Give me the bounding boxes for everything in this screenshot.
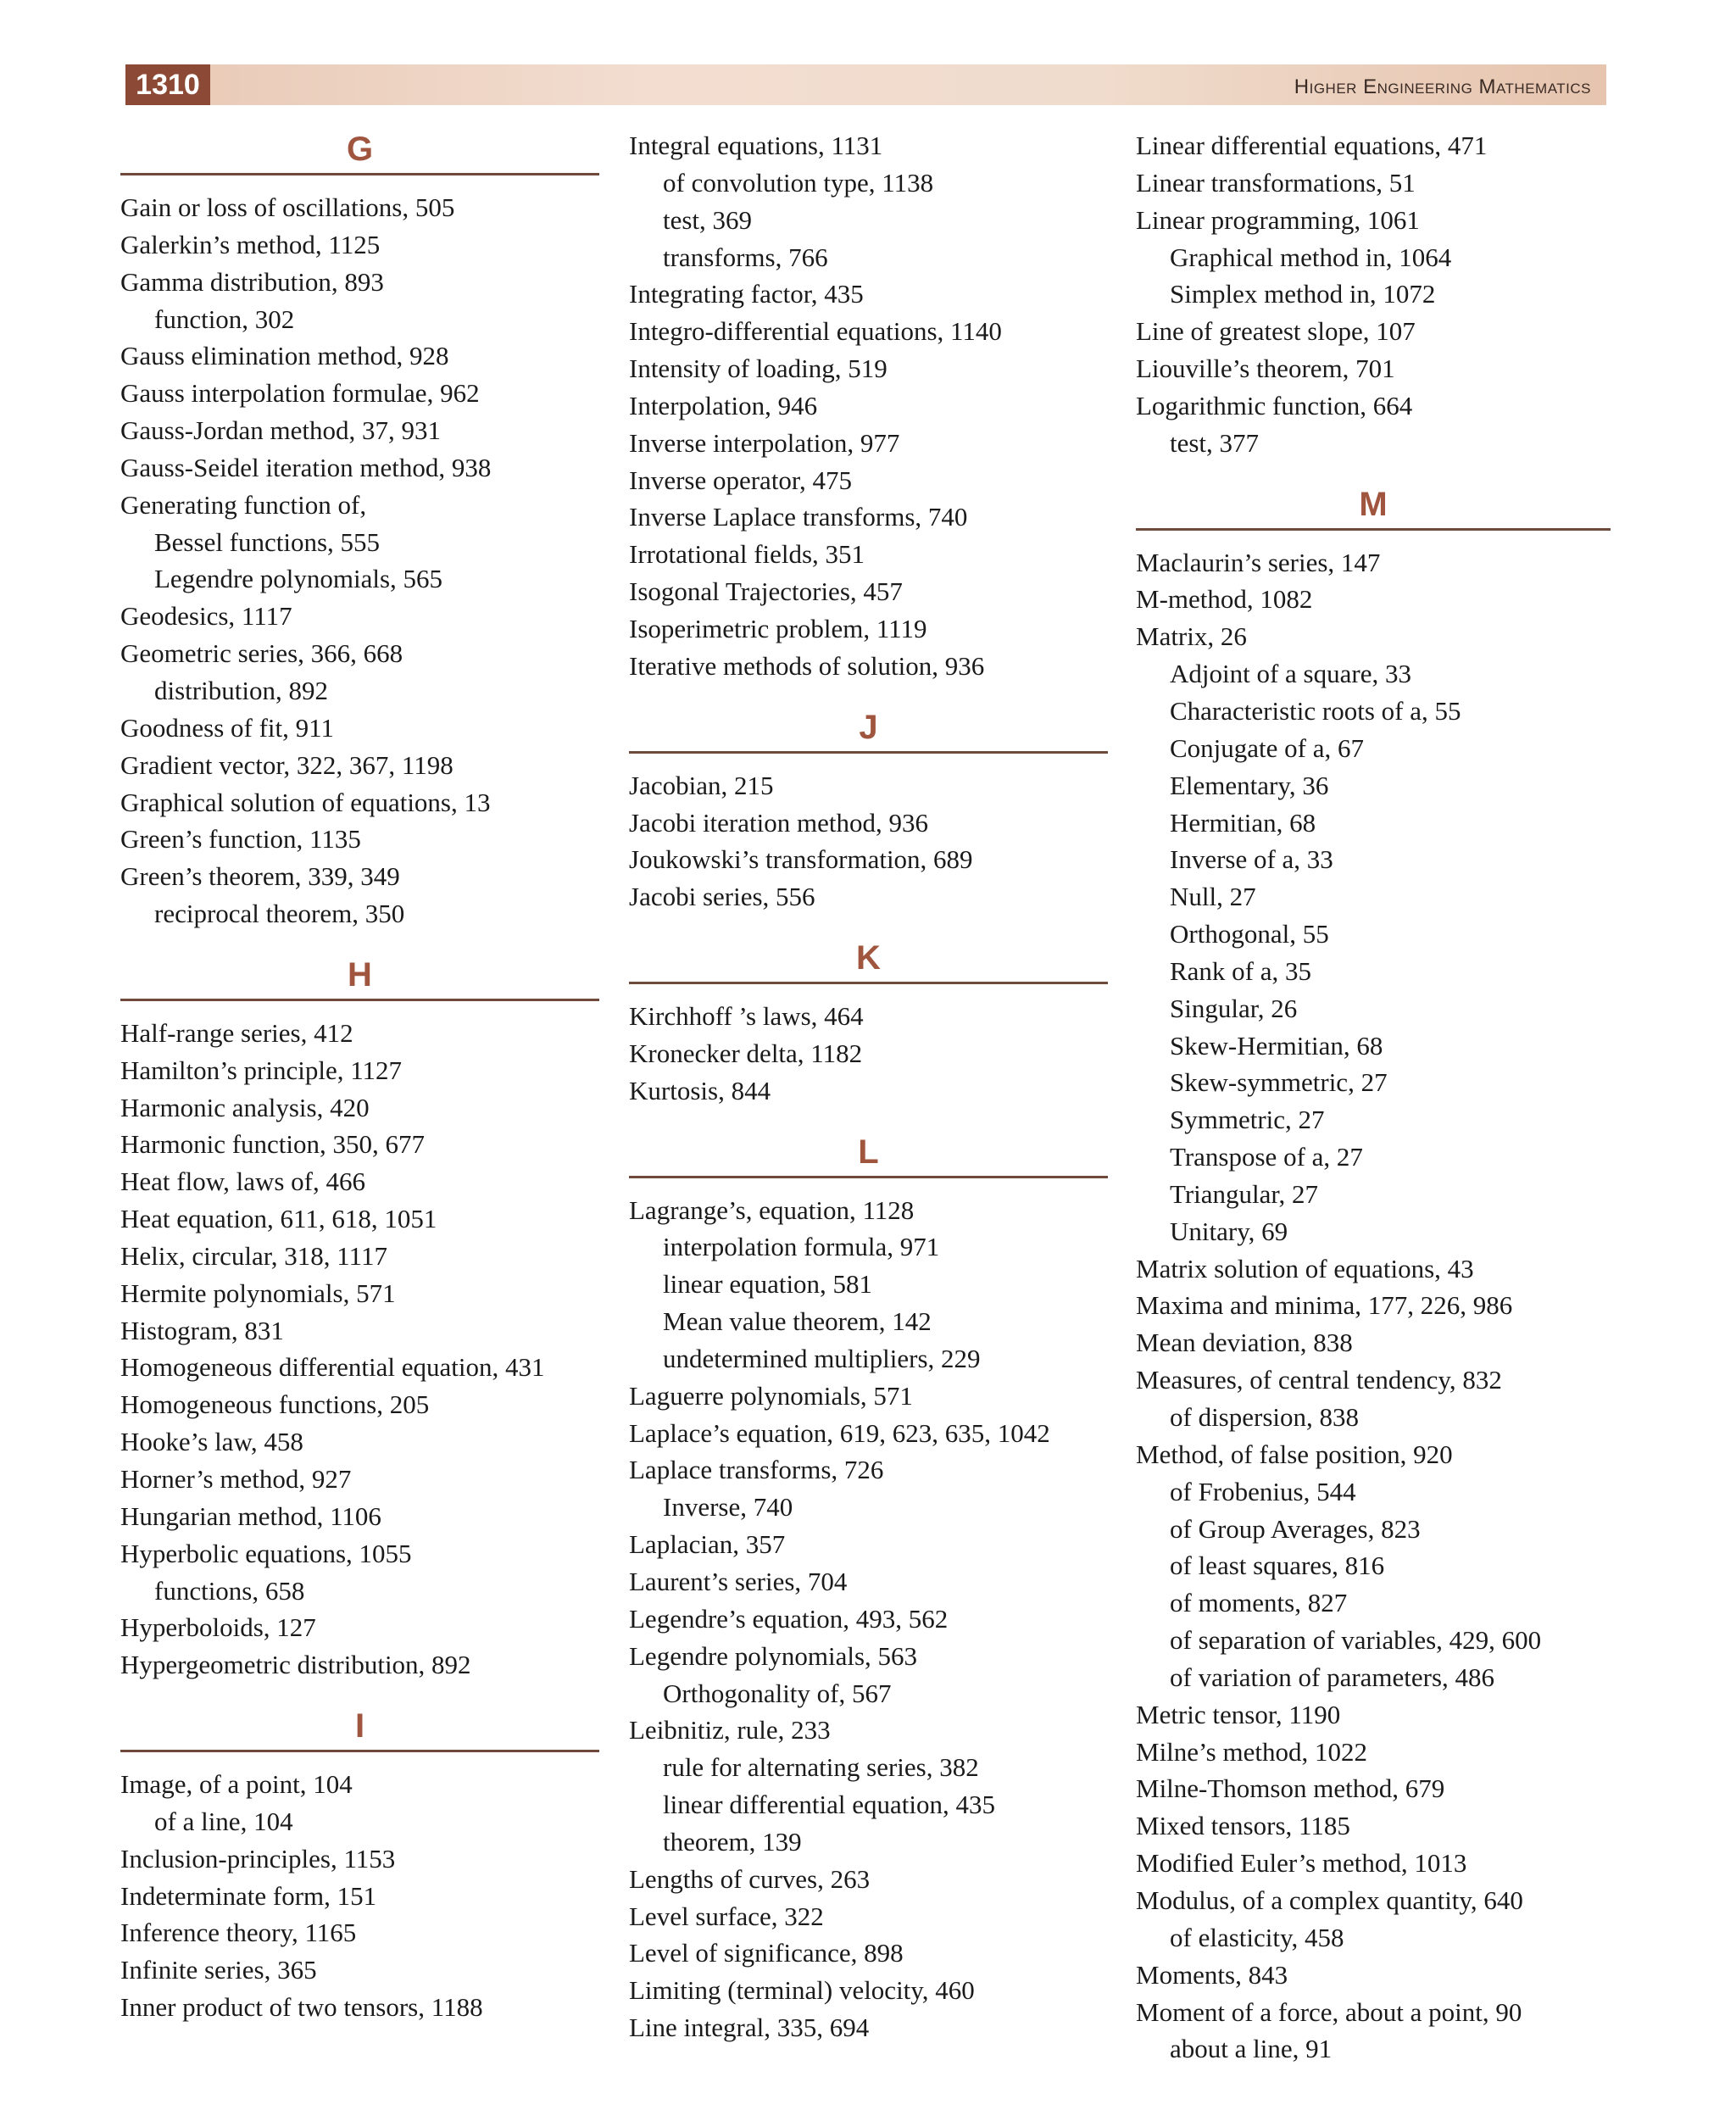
index-subentry: test, 377	[1170, 427, 1260, 458]
index-entry-list	[1136, 544, 1611, 2068]
index-subentry: Hermitian, 68	[1170, 807, 1316, 838]
index-entry: Laguerre polynomials, 571	[629, 1380, 913, 1411]
index-entry: Modified Euler’s method, 1013	[1136, 1848, 1467, 1879]
index-entry: Line of greatest slope, 107	[1136, 316, 1416, 347]
index-entry: Isoperimetric problem, 1119	[629, 613, 927, 643]
index-entry: Gauss-Seidel iteration method, 938	[120, 452, 492, 482]
index-subentry: Orthogonal, 55	[1170, 919, 1329, 949]
index-subentry: linear equation, 581	[663, 1269, 873, 1300]
index-section	[629, 916, 1108, 1110]
index-entry: Gamma distribution, 893	[120, 266, 384, 297]
index-entry: Maclaurin’s series, 147	[1136, 547, 1381, 577]
index-entry: Homogeneous differential equation, 431	[120, 1352, 545, 1383]
index-entry: Hyperboloids, 127	[120, 1612, 316, 1643]
index-entry: Graphical solution of equations, 13	[120, 787, 491, 817]
index-subentry: Transpose of a, 27	[1170, 1142, 1363, 1172]
index-entry: M-method, 1082	[1136, 584, 1313, 615]
index-entry: Logarithmic function, 664	[1136, 390, 1413, 420]
index-entry: Level surface, 322	[629, 1901, 824, 1931]
index-subentry: of a line, 104	[154, 1806, 293, 1836]
section-gap	[629, 916, 1108, 936]
index-entry: Laplace’s equation, 619, 623, 635, 1042	[629, 1417, 1050, 1448]
index-entry: Metric tensor, 1190	[1136, 1699, 1341, 1729]
index-entry: Hyperbolic equations, 1055	[120, 1538, 412, 1568]
index-section	[629, 685, 1108, 916]
page-number: 1310	[125, 64, 210, 105]
index-entry: Hungarian method, 1106	[120, 1500, 381, 1531]
index-subentry: Conjugate of a, 67	[1170, 732, 1365, 763]
index-entry: Lagrange’s, equation, 1128	[629, 1194, 915, 1225]
index-entry: Limiting (terminal) velocity, 460	[629, 1975, 975, 2006]
index-column-2	[629, 127, 1108, 2046]
index-entry: Maxima and minima, 177, 226, 986	[1136, 1290, 1513, 1321]
index-entry: Geometric series, 366, 668	[120, 638, 403, 669]
index-entry: Mean deviation, 838	[1136, 1328, 1353, 1358]
index-entry: Harmonic function, 350, 677	[120, 1129, 426, 1160]
index-entry: Inclusion-principles, 1153	[120, 1843, 396, 1873]
index-entry: Gradient vector, 322, 367, 1198	[120, 749, 453, 780]
index-subentry: Rank of a, 35	[1170, 955, 1312, 986]
index-entry: Goodness of fit, 911	[120, 712, 334, 743]
index-entry: Inverse operator, 475	[629, 465, 853, 495]
index-section	[629, 127, 1108, 685]
page-header	[125, 64, 1606, 105]
index-section	[120, 933, 599, 1684]
index-entry: Image, of a point, 104	[120, 1769, 353, 1800]
index-entry: Moments, 843	[1136, 1959, 1288, 1990]
index-subentry: of dispersion, 838	[1170, 1402, 1360, 1432]
index-subentry: of Group Averages, 823	[1170, 1513, 1421, 1544]
index-entry: Matrix, 26	[1136, 621, 1247, 652]
index-entry: Linear transformations, 51	[1136, 167, 1416, 198]
section-divider	[120, 173, 599, 175]
section-letter-heading: K	[856, 939, 881, 977]
index-entry: Heat equation, 611, 618, 1051	[120, 1204, 437, 1234]
index-entry: Kirchhoff ’s laws, 464	[629, 1001, 864, 1032]
section-letter-heading: H	[348, 955, 372, 994]
index-entry: Half-range series, 412	[120, 1017, 353, 1048]
index-entry: Laurent’s series, 704	[629, 1567, 848, 1596]
index-entry: Inverse interpolation, 977	[629, 427, 900, 458]
section-letter-heading: I	[354, 1707, 365, 1745]
index-subentry: rule for alternating series, 382	[663, 1752, 979, 1783]
index-subentry: of convolution type, 1138	[663, 167, 934, 198]
index-subentry: distribution, 892	[154, 675, 328, 705]
index-entry-list	[629, 1192, 1108, 2046]
index-entry-list	[629, 998, 1108, 1110]
index-entry: Line integral, 335, 694	[629, 2013, 870, 2043]
index-subentry: interpolation formula, 971	[663, 1232, 940, 1262]
index-subentry: Inverse, 740	[663, 1492, 793, 1523]
index-entry: Jacobian, 215	[629, 770, 774, 800]
index-subentry: test, 369	[663, 204, 753, 235]
index-subentry: linear differential equation, 435	[663, 1790, 995, 1820]
section-letter-heading: L	[858, 1133, 879, 1171]
section-divider	[120, 999, 599, 1001]
index-subentry: Mean value theorem, 142	[663, 1306, 932, 1337]
index-subentry: Triangular, 27	[1170, 1178, 1318, 1209]
section-letter-heading: G	[346, 131, 374, 168]
index-subentry: Simplex method in, 1072	[1170, 279, 1436, 309]
index-subentry: Characteristic roots of a, 55	[1170, 695, 1461, 726]
section-gap	[120, 1684, 599, 1704]
index-entry: Hamilton’s principle, 1127	[120, 1055, 403, 1085]
index-entry: Mixed tensors, 1185	[1136, 1811, 1350, 1841]
index-entry: Modulus, of a complex quantity, 640	[1136, 1885, 1523, 1915]
index-entry: Integral equations, 1131	[629, 131, 883, 160]
index-entry: Level of significance, 898	[629, 1938, 904, 1968]
index-entry: Intensity of loading, 519	[629, 354, 887, 384]
book-title: Higher Engineering Mathematics	[1294, 75, 1591, 98]
index-entry-list	[1136, 127, 1611, 462]
index-subentry: Skew-symmetric, 27	[1170, 1067, 1388, 1098]
index-entry: Hermite polynomials, 571	[120, 1278, 396, 1308]
index-entry: Laplacian, 357	[629, 1529, 786, 1560]
index-entry-list	[120, 189, 599, 933]
index-entry: Irrotational fields, 351	[629, 539, 865, 570]
index-entry: Green’s theorem, 339, 349	[120, 861, 400, 892]
index-entry: Harmonic analysis, 420	[120, 1092, 370, 1122]
index-entry: Measures, of central tendency, 832	[1136, 1365, 1502, 1395]
index-subentry: Inverse of a, 33	[1170, 844, 1333, 875]
index-entry: Galerkin’s method, 1125	[120, 229, 381, 259]
index-entry: Gauss-Jordan method, 37, 931	[120, 415, 441, 446]
index-entry: Liouville’s theorem, 701	[1136, 354, 1395, 384]
index-entry: Inference theory, 1165	[120, 1918, 357, 1948]
index-entry: Green’s function, 1135	[120, 824, 361, 855]
index-entry: Legendre polynomials, 563	[629, 1640, 918, 1671]
index-subentry: Singular, 26	[1170, 993, 1298, 1023]
index-section	[120, 1684, 599, 2026]
index-entry: Inverse Laplace transforms, 740	[629, 502, 968, 532]
index-entry-list	[629, 767, 1108, 916]
index-subentry: Symmetric, 27	[1170, 1105, 1325, 1135]
index-entry-list	[120, 1766, 599, 2026]
index-subentry: Skew-Hermitian, 68	[1170, 1030, 1383, 1061]
index-entry: Interpolation, 946	[629, 390, 818, 420]
index-entry: Milne’s method, 1022	[1136, 1736, 1367, 1767]
index-subentry: undetermined multipliers, 229	[663, 1343, 981, 1373]
index-section	[629, 1110, 1108, 2046]
index-subentry: Null, 27	[1170, 882, 1256, 912]
index-subentry: transforms, 766	[663, 242, 828, 272]
section-divider	[629, 751, 1108, 754]
index-subentry: Unitary, 69	[1170, 1216, 1288, 1246]
index-entry: Legendre’s equation, 493, 562	[629, 1603, 949, 1634]
index-subentry: Bessel functions, 555	[154, 526, 381, 557]
section-divider	[629, 982, 1108, 984]
index-subentry: Elementary, 36	[1170, 770, 1329, 800]
index-entry: Integrating factor, 435	[629, 279, 864, 309]
index-subentry: of moments, 827	[1170, 1588, 1348, 1618]
index-subentry: functions, 658	[154, 1575, 305, 1606]
section-gap	[629, 685, 1108, 705]
section-divider	[1136, 528, 1611, 531]
index-entry: Linear programming, 1061	[1136, 204, 1420, 235]
index-subentry: of Frobenius, 544	[1170, 1476, 1356, 1506]
section-letter-heading: M	[1359, 485, 1388, 523]
index-entry: Gauss elimination method, 928	[120, 341, 449, 371]
index-subentry: about a line, 91	[1170, 2034, 1333, 2064]
index-section	[120, 127, 599, 933]
index-entry: Heat flow, laws of, 466	[120, 1166, 365, 1197]
section-divider	[120, 1750, 599, 1752]
index-entry: Kronecker delta, 1182	[629, 1038, 863, 1068]
index-subentry: theorem, 139	[663, 1826, 802, 1857]
index-entry: Gauss interpolation formulae, 962	[120, 378, 480, 409]
index-entry: Milne-Thomson method, 679	[1136, 1773, 1445, 1804]
index-entry: Helix, circular, 318, 1117	[120, 1240, 387, 1271]
index-entry: Indeterminate form, 151	[120, 1880, 377, 1911]
index-subentry: Legendre polynomials, 565	[154, 564, 443, 594]
index-subentry: Adjoint of a square, 33	[1170, 659, 1411, 689]
index-entry: Leibnitiz, rule, 233	[629, 1715, 831, 1745]
index-entry-list	[120, 1015, 599, 1684]
index-entry: Jacobi series, 556	[629, 882, 815, 912]
section-gap	[1136, 462, 1611, 482]
index-section	[1136, 462, 1611, 2068]
section-gap	[629, 1110, 1108, 1130]
index-subentry: of elasticity, 458	[1170, 1922, 1344, 1952]
index-entry: Isogonal Trajectories, 457	[629, 576, 903, 607]
index-entry: Inner product of two tensors, 1188	[120, 1992, 483, 2023]
index-column-1	[120, 127, 599, 2026]
index-subentry: of separation of variables, 429, 600	[1170, 1625, 1542, 1656]
index-entry: Kurtosis, 844	[629, 1075, 771, 1105]
index-entry: Homogeneous functions, 205	[120, 1389, 430, 1420]
index-subentry: of least squares, 816	[1170, 1550, 1385, 1581]
index-entry: Hooke’s law, 458	[120, 1427, 303, 1457]
index-subentry: reciprocal theorem, 350	[154, 899, 405, 929]
section-letter-heading: J	[859, 708, 878, 746]
index-entry: Generating function of,	[120, 489, 367, 520]
index-entry: Iterative methods of solution, 936	[629, 650, 985, 681]
index-entry: Lengths of curves, 263	[629, 1863, 871, 1894]
index-entry: Moment of a force, about a point, 90	[1136, 1996, 1522, 2027]
section-divider	[629, 1176, 1108, 1178]
index-entry: Infinite series, 365	[120, 1955, 317, 1985]
index-subentry: Orthogonality of, 567	[663, 1678, 892, 1708]
index-entry: Integro-differential equations, 1140	[629, 316, 1002, 347]
index-entry: Hypergeometric distribution, 892	[120, 1650, 471, 1680]
index-entry: Joukowski’s transformation, 689	[629, 844, 973, 875]
index-entry: Geodesics, 1117	[120, 601, 292, 632]
index-entry: Matrix solution of equations, 43	[1136, 1253, 1474, 1283]
index-entry: Linear differential equations, 471	[1136, 131, 1488, 160]
index-entry-list	[629, 127, 1108, 685]
index-subentry: Graphical method in, 1064	[1170, 242, 1452, 272]
section-gap	[120, 933, 599, 953]
index-entry: Method, of false position, 920	[1136, 1439, 1453, 1469]
index-entry: Horner’s method, 927	[120, 1464, 352, 1494]
index-entry: Histogram, 831	[120, 1315, 284, 1345]
index-subentry: function, 302	[154, 303, 295, 334]
index-column-3	[1136, 127, 1611, 2068]
index-entry: Jacobi iteration method, 936	[629, 807, 928, 838]
index-section	[1136, 127, 1611, 462]
index-subentry: of variation of parameters, 486	[1170, 1662, 1495, 1692]
index-entry: Laplace transforms, 726	[629, 1455, 884, 1485]
index-entry: Gain or loss of oscillations, 505	[120, 192, 455, 222]
